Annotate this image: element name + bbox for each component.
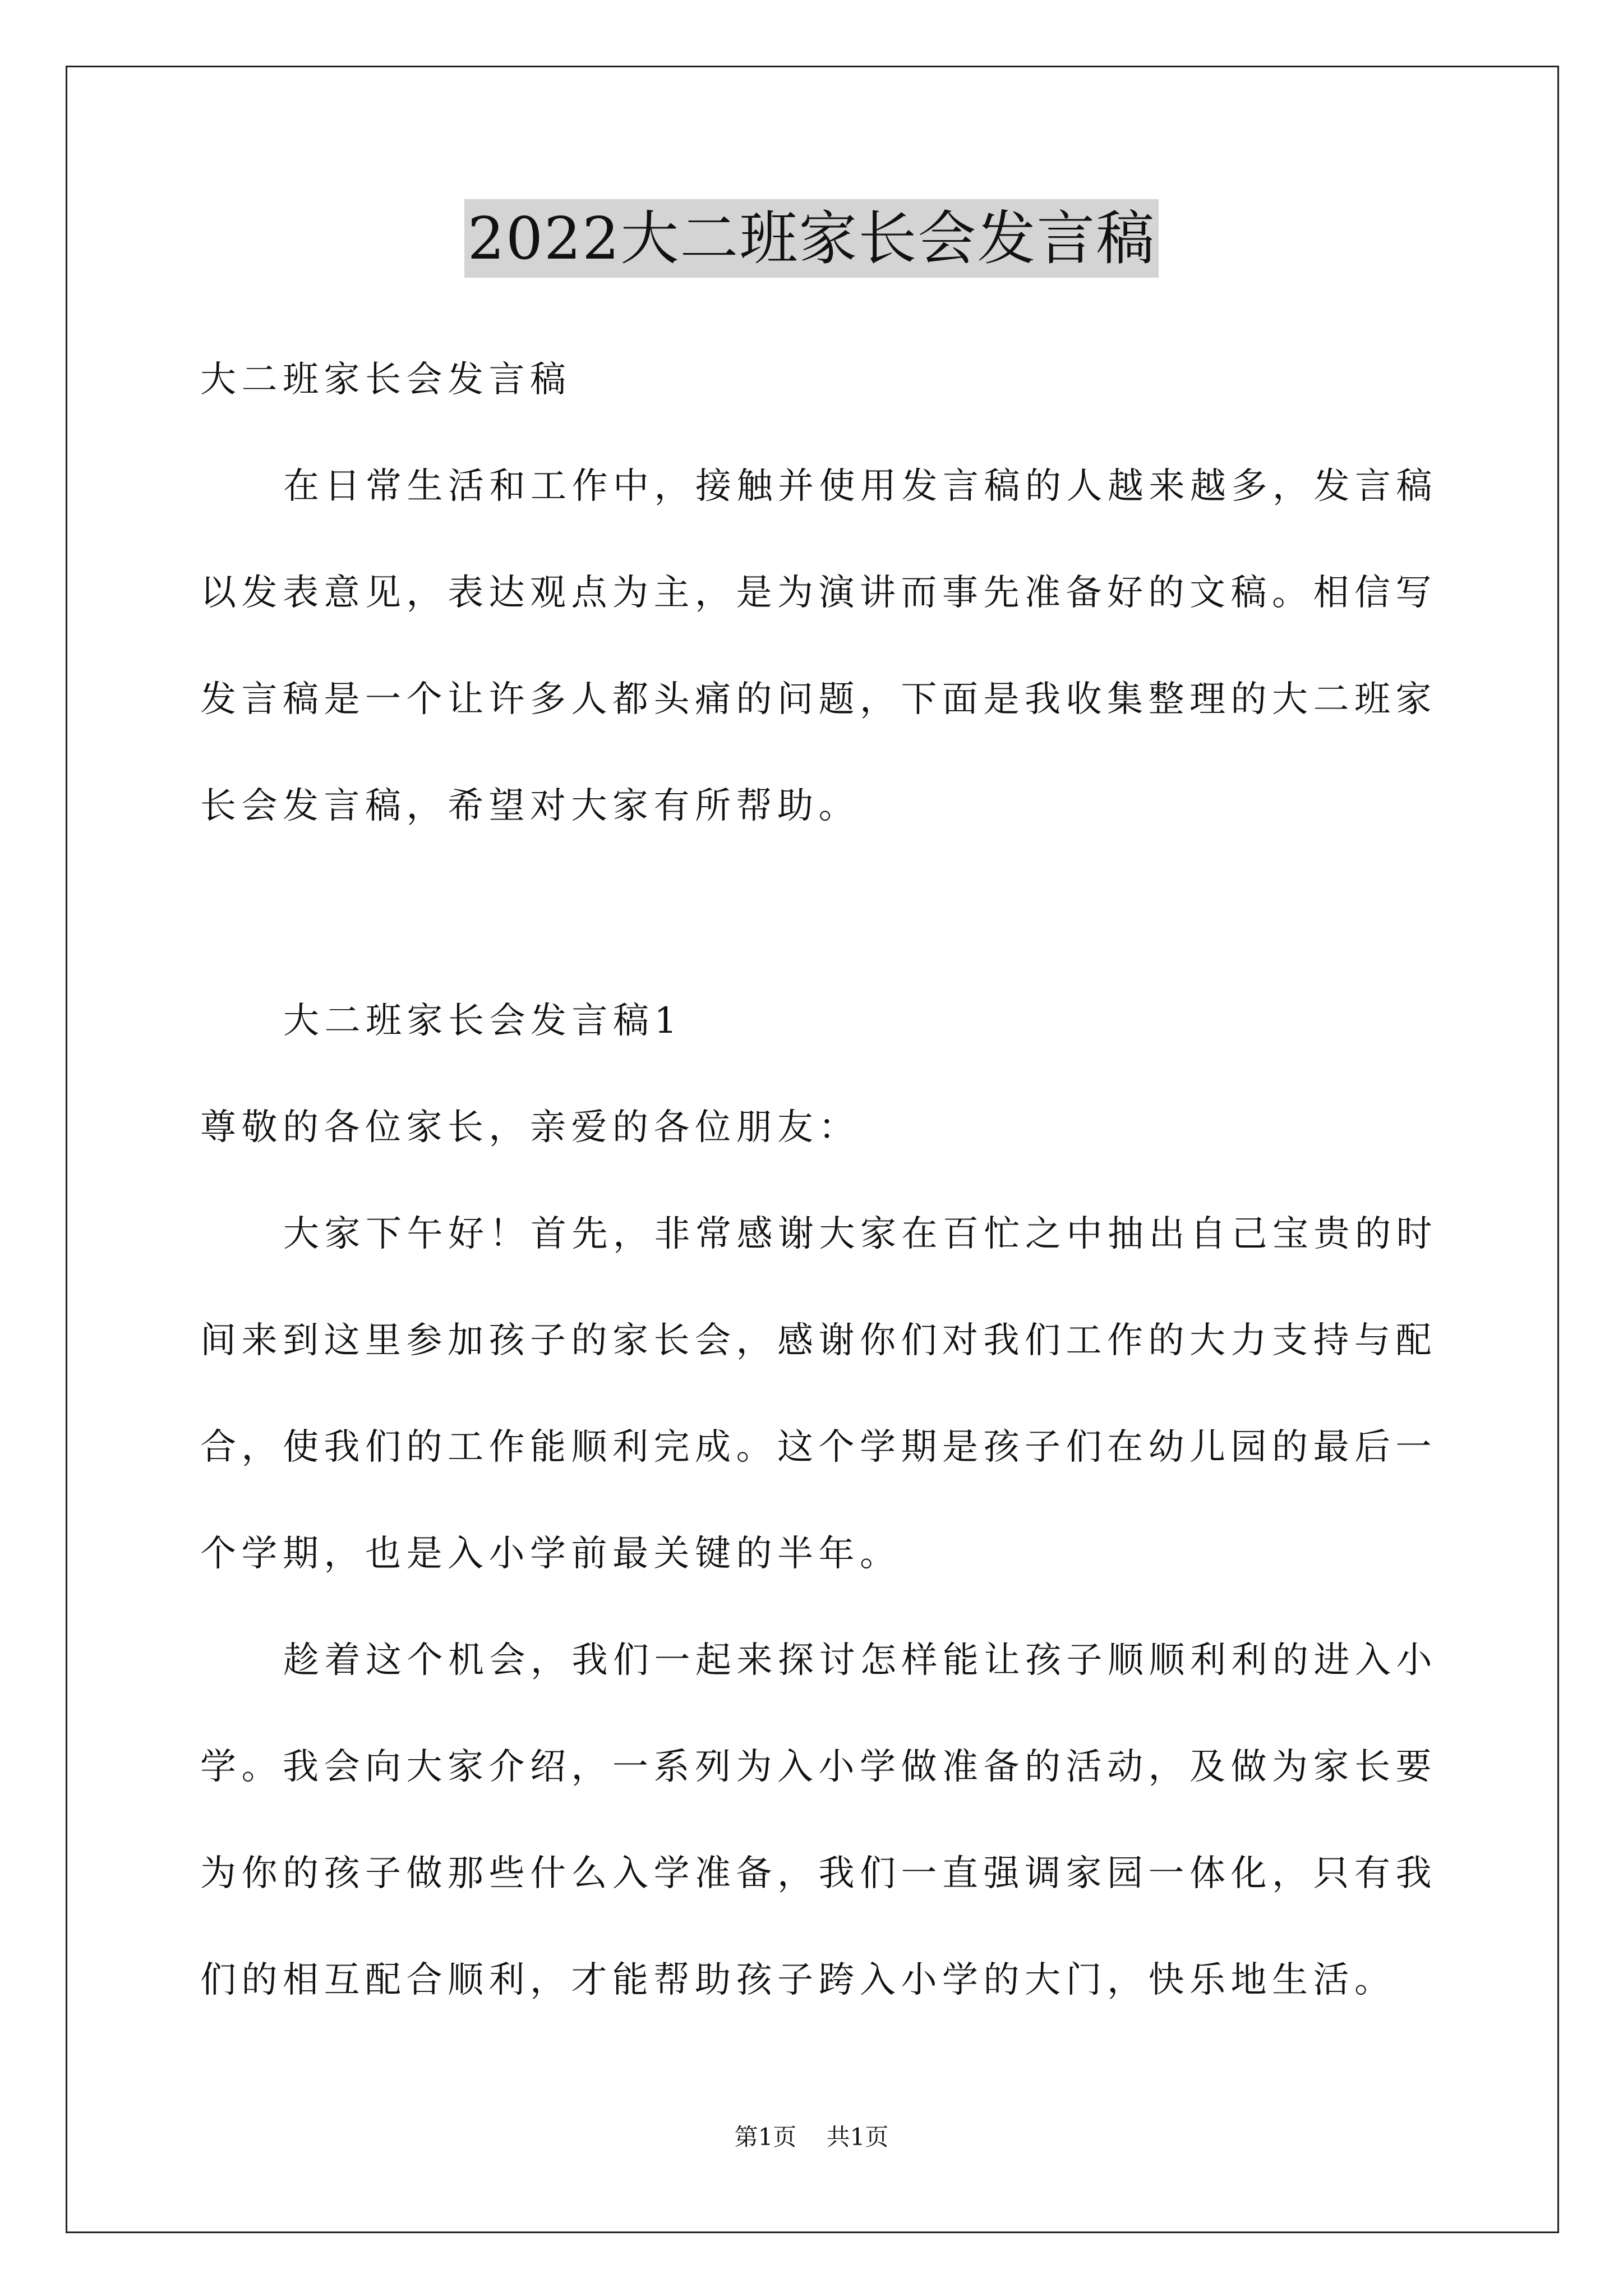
intro-line-3: 发言稿是一个让许多人都头痛的问题，下面是我收集整理的大二班家 bbox=[200, 679, 1437, 720]
paragraph1-line-1: 大家下午好！首先，非常感谢大家在百忙之中抽出自己宝贵的时 bbox=[283, 1213, 1437, 1255]
intro-line-1: 在日常生活和工作中，接触并使用发言稿的人越来越多，发言稿 bbox=[283, 466, 1437, 507]
paragraph2-line-3: 为你的孩子做那些什么入学准备，我们一直强调家园一体化，只有我 bbox=[200, 1853, 1437, 1894]
paragraph2-line-4: 们的相互配合顺利，才能帮助孩子跨入小学的大门，快乐地生活。 bbox=[200, 1959, 1396, 2001]
subtitle: 大二班家长会发言稿 bbox=[200, 359, 571, 401]
intro-line-2: 以发表意见，表达观点为主，是为演讲而事先准备好的文稿。相信写 bbox=[200, 572, 1437, 614]
page-number: 第1页 bbox=[734, 2123, 797, 2151]
paragraph1-line-3: 合，使我们的工作能顺利完成。这个学期是孩子们在幼儿园的最后一 bbox=[200, 1427, 1437, 1468]
section-heading: 大二班家长会发言稿1 bbox=[283, 1000, 683, 1042]
document-title: 2022大二班家长会发言稿 bbox=[464, 199, 1159, 278]
title-container bbox=[0, 199, 1623, 278]
salutation: 尊敬的各位家长，亲爱的各位朋友： bbox=[200, 1107, 860, 1148]
paragraph2-line-2: 学。我会向大家介绍，一系列为入小学做准备的活动，及做为家长要 bbox=[200, 1746, 1437, 1788]
intro-line-4: 长会发言稿，希望对大家有所帮助。 bbox=[200, 785, 860, 827]
page-footer bbox=[0, 2120, 1623, 2154]
page-total: 共1页 bbox=[826, 2123, 889, 2151]
paragraph1-line-4: 个学期，也是入小学前最关键的半年。 bbox=[200, 1533, 901, 1575]
paragraph1-line-2: 间来到这里参加孩子的家长会，感谢你们对我们工作的大力支持与配 bbox=[200, 1320, 1437, 1361]
paragraph2-line-1: 趁着这个机会，我们一起来探讨怎样能让孩子顺顺利利的进入小 bbox=[283, 1640, 1437, 1681]
